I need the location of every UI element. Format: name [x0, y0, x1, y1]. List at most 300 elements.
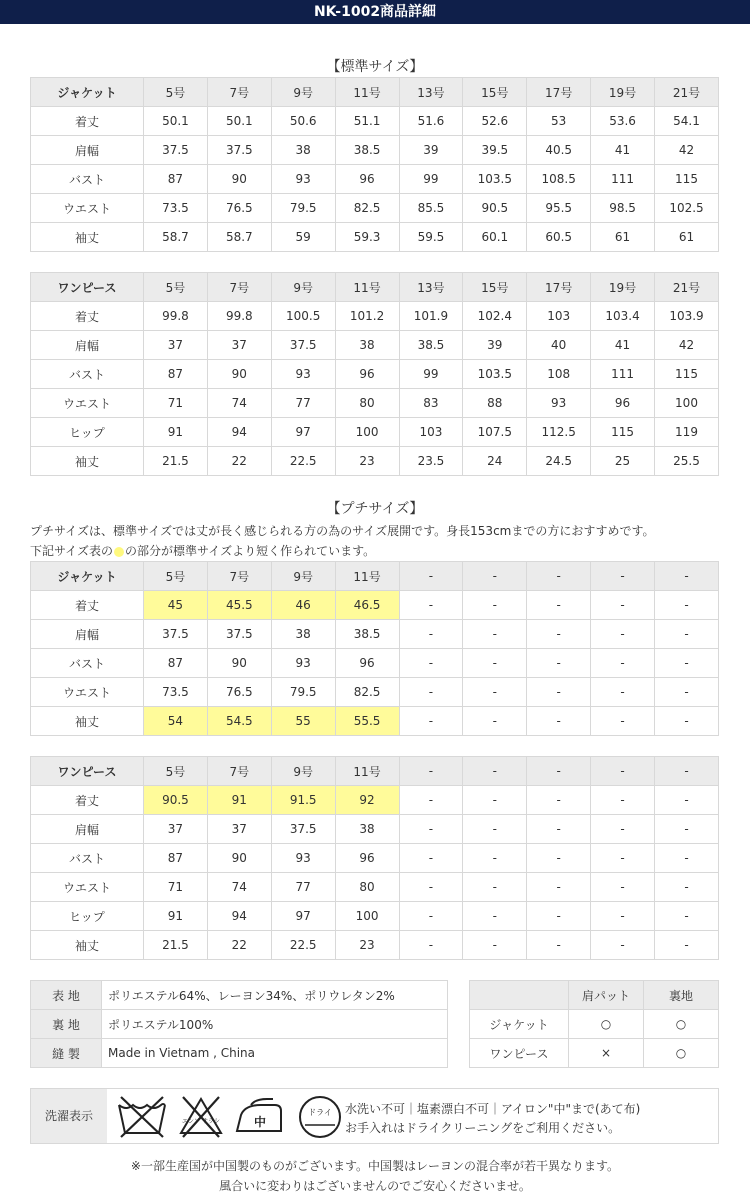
measurement-label: 着丈 — [31, 591, 144, 620]
size-cell: - — [527, 844, 591, 873]
size-cell: 74 — [207, 873, 271, 902]
size-cell: 102.4 — [463, 302, 527, 331]
size-cell: 87 — [144, 649, 208, 678]
size-column-header: 7号 — [207, 757, 271, 786]
size-cell: - — [463, 786, 527, 815]
pad-row-label: ジャケット — [470, 1010, 569, 1039]
size-cell: 53 — [527, 107, 591, 136]
size-cell: 93 — [527, 389, 591, 418]
garment-type-label: ワンピース — [31, 757, 144, 786]
measurement-label: 袖丈 — [31, 223, 144, 252]
pad-table-row — [470, 1010, 719, 1039]
size-cell: - — [527, 931, 591, 960]
size-cell: 25 — [591, 447, 655, 476]
size-cell: 41 — [591, 331, 655, 360]
size-cell: 97 — [271, 418, 335, 447]
size-cell: 37 — [144, 331, 208, 360]
size-cell: 59 — [271, 223, 335, 252]
size-cell: - — [591, 678, 655, 707]
size-column-header: 9号 — [271, 78, 335, 107]
size-cell: - — [655, 873, 719, 902]
size-cell: 80 — [335, 389, 399, 418]
size-cell: 53.6 — [591, 107, 655, 136]
size-cell: - — [527, 678, 591, 707]
size-cell: - — [655, 931, 719, 960]
pad-cell: ○ — [644, 1039, 719, 1068]
material-row — [31, 1039, 448, 1068]
size-cell: - — [463, 707, 527, 736]
size-cell: 23 — [335, 447, 399, 476]
size-cell: - — [591, 707, 655, 736]
size-cell: 24.5 — [527, 447, 591, 476]
size-cell: 90 — [207, 844, 271, 873]
size-cell: 61 — [655, 223, 719, 252]
size-cell: 71 — [144, 873, 208, 902]
size-column-header: 17号 — [527, 273, 591, 302]
size-cell: 88 — [463, 389, 527, 418]
size-cell: 119 — [655, 418, 719, 447]
size-cell: - — [399, 844, 463, 873]
pad-cell: ○ — [644, 1010, 719, 1039]
size-cell: 83 — [399, 389, 463, 418]
size-cell: - — [655, 786, 719, 815]
size-row — [31, 302, 719, 331]
size-column-header: - — [463, 562, 527, 591]
size-column-header: - — [463, 757, 527, 786]
size-cell: - — [527, 873, 591, 902]
size-cell: 73.5 — [144, 678, 208, 707]
footer-note — [0, 1156, 750, 1196]
size-cell: 91 — [144, 902, 208, 931]
petite-note-2-pre: 下記サイズ表の — [30, 544, 114, 558]
size-row — [31, 931, 719, 960]
garment-type-label: ジャケット — [31, 78, 144, 107]
size-cell: 93 — [271, 844, 335, 873]
size-row — [31, 678, 719, 707]
size-cell: 77 — [271, 389, 335, 418]
measurement-label: 着丈 — [31, 302, 144, 331]
size-cell: - — [463, 620, 527, 649]
size-cell: 90 — [207, 360, 271, 389]
size-cell: 94 — [207, 902, 271, 931]
measurement-label: 袖丈 — [31, 447, 144, 476]
size-cell: - — [527, 786, 591, 815]
size-cell: 112.5 — [527, 418, 591, 447]
size-column-header: 9号 — [271, 562, 335, 591]
size-column-header: - — [527, 562, 591, 591]
size-cell: 107.5 — [463, 418, 527, 447]
care-text-line-1: 水洗い不可｜塩素漂白不可｜アイロン"中"まで(あて布) — [345, 1102, 641, 1116]
no-bleach-icon — [177, 1093, 225, 1139]
size-cell: 103.5 — [463, 360, 527, 389]
size-cell: 38 — [335, 815, 399, 844]
material-value: Made in Vietnam , China — [102, 1039, 448, 1068]
size-column-header: 17号 — [527, 78, 591, 107]
size-cell: 59.5 — [399, 223, 463, 252]
size-column-header: 11号 — [335, 273, 399, 302]
standard-jacket-size-table — [30, 77, 719, 252]
size-cell: 38.5 — [335, 620, 399, 649]
size-cell: 40 — [527, 331, 591, 360]
size-cell: 46.5 — [335, 591, 399, 620]
pad-cell: ○ — [569, 1010, 644, 1039]
size-cell: 54.5 — [207, 707, 271, 736]
size-cell: 111 — [591, 360, 655, 389]
pad-header-cell — [470, 981, 569, 1010]
garment-type-label: ジャケット — [31, 562, 144, 591]
size-cell: 37.5 — [144, 136, 208, 165]
size-row — [31, 389, 719, 418]
petite-size-heading: 【プチサイズ】 — [326, 501, 424, 517]
measurement-label: ウエスト — [31, 873, 144, 902]
size-cell: 37.5 — [271, 331, 335, 360]
size-cell: - — [463, 902, 527, 931]
size-cell: 115 — [591, 418, 655, 447]
size-column-header: 19号 — [591, 78, 655, 107]
size-cell: 93 — [271, 649, 335, 678]
size-cell: 45 — [144, 591, 208, 620]
care-text-line-2: お手入れはドライクリーニングをご利用ください。 — [345, 1121, 621, 1135]
dry-clean-icon — [295, 1093, 345, 1139]
size-row — [31, 873, 719, 902]
size-cell: 100.5 — [271, 302, 335, 331]
care-label-box — [30, 1088, 719, 1144]
standard-size-heading: 【標準サイズ】 — [326, 59, 424, 75]
size-cell: 50.6 — [271, 107, 335, 136]
size-header-row — [31, 562, 719, 591]
shoulder-pad-lining-table — [469, 980, 719, 1068]
size-cell: 103 — [399, 418, 463, 447]
material-label: 縫 製 — [31, 1039, 102, 1068]
size-row — [31, 165, 719, 194]
size-column-header: 21号 — [655, 78, 719, 107]
pad-table-header — [470, 981, 719, 1010]
size-cell: 87 — [144, 844, 208, 873]
size-cell: - — [399, 902, 463, 931]
size-cell: - — [399, 707, 463, 736]
material-table — [30, 980, 448, 1068]
measurement-label: バスト — [31, 649, 144, 678]
size-cell: 55 — [271, 707, 335, 736]
size-row — [31, 707, 719, 736]
size-cell: 50.1 — [207, 107, 271, 136]
size-cell: 39 — [399, 136, 463, 165]
size-cell: 103.5 — [463, 165, 527, 194]
size-cell: 50.1 — [144, 107, 208, 136]
size-cell: 60.5 — [527, 223, 591, 252]
size-cell: 92 — [335, 786, 399, 815]
size-cell: 21.5 — [144, 447, 208, 476]
size-column-header: 5号 — [144, 562, 208, 591]
care-icons — [115, 1093, 355, 1141]
size-cell: 91.5 — [271, 786, 335, 815]
material-label: 裏 地 — [31, 1010, 102, 1039]
size-cell: - — [399, 815, 463, 844]
size-row — [31, 786, 719, 815]
size-column-header: 21号 — [655, 273, 719, 302]
size-cell: - — [463, 844, 527, 873]
pad-table-row — [470, 1039, 719, 1068]
size-column-header: - — [399, 757, 463, 786]
size-cell: 102.5 — [655, 194, 719, 223]
size-cell: - — [591, 815, 655, 844]
size-cell: - — [527, 815, 591, 844]
size-cell: 37.5 — [271, 815, 335, 844]
size-cell: 100 — [655, 389, 719, 418]
size-cell: 115 — [655, 165, 719, 194]
size-cell: 38 — [271, 620, 335, 649]
size-column-header: - — [591, 562, 655, 591]
size-column-header: 15号 — [463, 273, 527, 302]
measurement-label: ウエスト — [31, 678, 144, 707]
size-cell: 22 — [207, 931, 271, 960]
size-cell: 100 — [335, 902, 399, 931]
size-cell: 51.6 — [399, 107, 463, 136]
size-cell: - — [463, 649, 527, 678]
size-row — [31, 136, 719, 165]
size-cell: 23 — [335, 931, 399, 960]
size-row — [31, 107, 719, 136]
petite-note-2 — [30, 542, 375, 559]
size-cell: 41 — [591, 136, 655, 165]
size-cell: 52.6 — [463, 107, 527, 136]
size-cell: 71 — [144, 389, 208, 418]
size-row — [31, 360, 719, 389]
size-column-header: 13号 — [399, 273, 463, 302]
size-cell: 54.1 — [655, 107, 719, 136]
size-row — [31, 447, 719, 476]
size-cell: 37.5 — [207, 620, 271, 649]
size-cell: 108 — [527, 360, 591, 389]
size-header-row — [31, 273, 719, 302]
size-cell: - — [527, 591, 591, 620]
footer-line-2: 風合いに変わりはございませんのでご安心くださいませ。 — [219, 1179, 531, 1193]
size-column-header: 5号 — [144, 78, 208, 107]
size-cell: - — [655, 815, 719, 844]
highlight-swatch — [114, 547, 124, 557]
size-cell: 54 — [144, 707, 208, 736]
size-header-row — [31, 78, 719, 107]
pad-header-cell: 肩パット — [569, 981, 644, 1010]
size-cell: 96 — [335, 649, 399, 678]
size-cell: 97 — [271, 902, 335, 931]
size-cell: 24 — [463, 447, 527, 476]
size-cell: 103.9 — [655, 302, 719, 331]
size-cell: 91 — [144, 418, 208, 447]
measurement-label: バスト — [31, 360, 144, 389]
size-column-header: 7号 — [207, 562, 271, 591]
measurement-label: 肩幅 — [31, 136, 144, 165]
iron-label: 中 — [253, 1115, 267, 1129]
pad-header-cell: 裏地 — [644, 981, 719, 1010]
size-cell: - — [591, 873, 655, 902]
size-cell: 100 — [335, 418, 399, 447]
size-row — [31, 223, 719, 252]
size-cell: - — [399, 649, 463, 678]
size-column-header: - — [591, 757, 655, 786]
size-cell: 25.5 — [655, 447, 719, 476]
size-cell: 93 — [271, 165, 335, 194]
size-cell: 58.7 — [207, 223, 271, 252]
measurement-label: 着丈 — [31, 786, 144, 815]
size-cell: 22 — [207, 447, 271, 476]
size-row — [31, 649, 719, 678]
size-cell: 21.5 — [144, 931, 208, 960]
size-row — [31, 331, 719, 360]
size-cell: 99.8 — [144, 302, 208, 331]
size-row — [31, 194, 719, 223]
iron-medium-icon — [233, 1093, 287, 1139]
size-column-header: - — [655, 562, 719, 591]
pad-row-label: ワンピース — [470, 1039, 569, 1068]
size-cell: - — [655, 707, 719, 736]
size-cell: - — [591, 844, 655, 873]
petite-note-1: プチサイズは、標準サイズでは丈が長く感じられる方の為のサイズ展開です。身長153cmまでの方におすすめです。 — [30, 524, 655, 538]
size-cell: 23.5 — [399, 447, 463, 476]
size-cell: 37 — [207, 815, 271, 844]
bleach-small-text: エンソ サラシ — [182, 1118, 220, 1125]
size-cell: 91 — [207, 786, 271, 815]
footer-line-1: ※一部生産国が中国製のものがございます。中国製はレーヨンの混合率が若干異なります。 — [130, 1159, 620, 1173]
size-cell: 101.9 — [399, 302, 463, 331]
size-column-header: 11号 — [335, 757, 399, 786]
size-cell: 93 — [271, 360, 335, 389]
size-column-header: 13号 — [399, 78, 463, 107]
size-cell: 22.5 — [271, 931, 335, 960]
size-cell: 108.5 — [527, 165, 591, 194]
size-cell: - — [463, 931, 527, 960]
size-cell: 59.3 — [335, 223, 399, 252]
size-column-header: 5号 — [144, 273, 208, 302]
size-cell: 76.5 — [207, 678, 271, 707]
size-cell: - — [655, 591, 719, 620]
size-column-header: - — [655, 757, 719, 786]
care-text — [345, 1100, 640, 1138]
size-cell: - — [399, 931, 463, 960]
size-cell: - — [463, 815, 527, 844]
size-cell: 99 — [399, 165, 463, 194]
material-row — [31, 981, 448, 1010]
size-cell: 96 — [335, 165, 399, 194]
size-column-header: 7号 — [207, 273, 271, 302]
size-cell: - — [655, 844, 719, 873]
measurement-label: ウエスト — [31, 389, 144, 418]
size-cell: 37 — [144, 815, 208, 844]
size-cell: 74 — [207, 389, 271, 418]
size-cell: - — [655, 902, 719, 931]
size-header-row — [31, 757, 719, 786]
size-column-header: 11号 — [335, 562, 399, 591]
size-cell: - — [655, 649, 719, 678]
measurement-label: 肩幅 — [31, 620, 144, 649]
size-cell: - — [463, 873, 527, 902]
size-cell: 42 — [655, 136, 719, 165]
size-cell: - — [655, 678, 719, 707]
size-column-header: 5号 — [144, 757, 208, 786]
measurement-label: バスト — [31, 844, 144, 873]
petite-onepiece-size-table — [30, 756, 719, 960]
size-column-header: 9号 — [271, 757, 335, 786]
size-cell: 42 — [655, 331, 719, 360]
standard-onepiece-size-table — [30, 272, 719, 476]
page-title: NK-1002商品詳細 — [313, 4, 437, 20]
size-cell: - — [463, 678, 527, 707]
size-column-header: 11号 — [335, 78, 399, 107]
size-cell: 87 — [144, 360, 208, 389]
size-column-header: 19号 — [591, 273, 655, 302]
petite-jacket-size-table — [30, 561, 719, 736]
petite-note-2-post: の部分が標準サイズより短く作られています。 — [125, 544, 376, 558]
size-cell: 45.5 — [207, 591, 271, 620]
size-cell: 77 — [271, 873, 335, 902]
size-cell: 90 — [207, 649, 271, 678]
size-cell: 96 — [335, 844, 399, 873]
size-cell: 79.5 — [271, 678, 335, 707]
size-cell: 79.5 — [271, 194, 335, 223]
measurement-label: 袖丈 — [31, 931, 144, 960]
size-cell: - — [591, 902, 655, 931]
size-cell: 96 — [591, 389, 655, 418]
material-value: ポリエステル100% — [102, 1010, 448, 1039]
size-cell: 38 — [335, 331, 399, 360]
size-cell: 37.5 — [144, 620, 208, 649]
size-cell: - — [527, 902, 591, 931]
size-column-header: - — [399, 562, 463, 591]
size-cell: 98.5 — [591, 194, 655, 223]
size-cell: - — [399, 786, 463, 815]
size-row — [31, 418, 719, 447]
size-cell: 38 — [271, 136, 335, 165]
page-title-bar — [0, 0, 750, 24]
size-cell: - — [527, 649, 591, 678]
size-cell: 37.5 — [207, 136, 271, 165]
size-row — [31, 902, 719, 931]
material-value: ポリエステル64%、レーヨン34%、ポリウレタン2% — [102, 981, 448, 1010]
size-cell: 37 — [207, 331, 271, 360]
measurement-label: 着丈 — [31, 107, 144, 136]
size-cell: - — [591, 620, 655, 649]
size-cell: 101.2 — [335, 302, 399, 331]
size-cell: 103 — [527, 302, 591, 331]
size-cell: 82.5 — [335, 678, 399, 707]
size-cell: - — [591, 649, 655, 678]
size-cell: 38.5 — [399, 331, 463, 360]
size-cell: 90.5 — [144, 786, 208, 815]
size-cell: - — [399, 591, 463, 620]
size-cell: 90.5 — [463, 194, 527, 223]
size-cell: 60.1 — [463, 223, 527, 252]
size-cell: 39.5 — [463, 136, 527, 165]
size-cell: 94 — [207, 418, 271, 447]
size-row — [31, 620, 719, 649]
care-label-title: 洗濯表示 — [31, 1089, 107, 1143]
size-cell: 38.5 — [335, 136, 399, 165]
size-cell: 46 — [271, 591, 335, 620]
pad-cell: × — [569, 1039, 644, 1068]
size-cell: 40.5 — [527, 136, 591, 165]
size-cell: 61 — [591, 223, 655, 252]
size-cell: 82.5 — [335, 194, 399, 223]
size-cell: 103.4 — [591, 302, 655, 331]
measurement-label: 肩幅 — [31, 331, 144, 360]
size-cell: - — [527, 620, 591, 649]
size-cell: - — [399, 873, 463, 902]
measurement-label: ウエスト — [31, 194, 144, 223]
size-cell: - — [527, 707, 591, 736]
no-wash-icon — [115, 1093, 169, 1139]
size-cell: 55.5 — [335, 707, 399, 736]
size-column-header: 7号 — [207, 78, 271, 107]
